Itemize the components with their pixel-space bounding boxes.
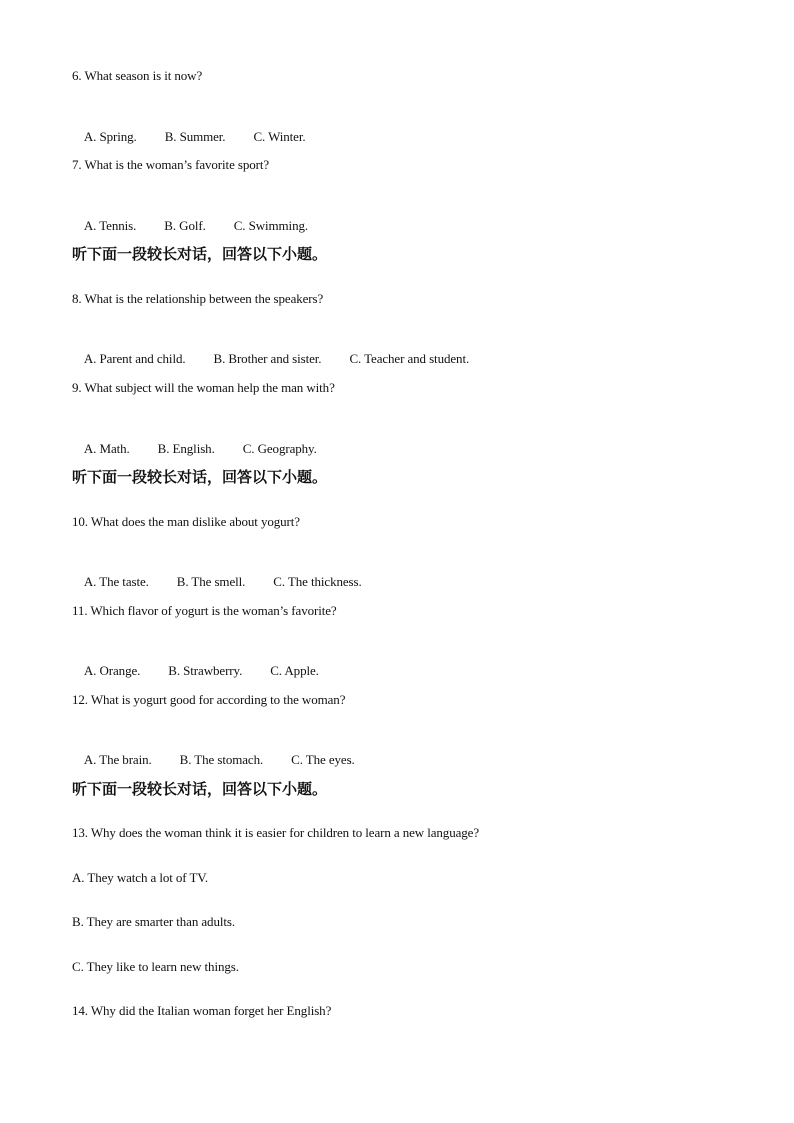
question-9-options [72, 425, 317, 473]
section-heading: 听下面一段较长对话，回答以下小题。 [72, 245, 328, 263]
option-c: C. Apple. [270, 663, 319, 678]
option-a: A. The taste. [83, 574, 149, 589]
option-b: B. Golf. [164, 218, 206, 233]
option-c: C. Teacher and student. [349, 351, 470, 366]
question-13: 13. Why does the woman think it is easier for children to learn a new language? [72, 825, 480, 840]
question-12: 12. What is yogurt good for according to the woman? [72, 692, 346, 707]
option-a: A. Spring. [83, 129, 137, 144]
option-b: B. English. [157, 441, 215, 456]
option-a: A. Math. [83, 441, 130, 456]
option-c: C. The eyes. [291, 752, 355, 767]
question-12-options [72, 736, 355, 784]
option-c: C. Swimming. [233, 218, 309, 233]
question-8-options [72, 335, 469, 383]
option-a: A. Tennis. [83, 218, 137, 233]
question-7-options [72, 202, 308, 250]
option-a: A. Orange. [83, 663, 141, 678]
question-10: 10. What does the man dislike about yogurt? [72, 514, 300, 529]
question-13-option-c: C. They like to learn new things. [72, 959, 239, 974]
option-c: C. The thickness. [273, 574, 362, 589]
question-6-options [72, 113, 306, 161]
question-11: 11. Which flavor of yogurt is the woman’s favorite? [72, 603, 337, 618]
question-11-options [72, 647, 319, 695]
question-14: 14. Why did the Italian woman forget her English? [72, 1003, 332, 1018]
question-10-options [72, 558, 362, 606]
question-7: 7. What is the woman’s favorite sport? [72, 157, 270, 172]
option-b: B. Summer. [164, 129, 226, 144]
question-13-option-b: B. They are smarter than adults. [72, 914, 235, 929]
option-b: B. Brother and sister. [213, 351, 322, 366]
option-b: B. The smell. [176, 574, 246, 589]
question-13-option-a: A. They watch a lot of TV. [72, 870, 209, 885]
option-c: C. Winter. [253, 129, 306, 144]
question-8: 8. What is the relationship between the speakers? [72, 291, 324, 306]
question-9: 9. What subject will the woman help the man with? [72, 380, 335, 395]
option-a: A. Parent and child. [83, 351, 186, 366]
option-c: C. Geography. [242, 441, 317, 456]
option-a: A. The brain. [83, 752, 152, 767]
option-b: B. Strawberry. [168, 663, 243, 678]
option-b: B. The stomach. [179, 752, 264, 767]
question-6: 6. What season is it now? [72, 68, 203, 83]
section-heading: 听下面一段较长对话，回答以下小题。 [72, 468, 328, 486]
section-heading: 听下面一段较长对话，回答以下小题。 [72, 780, 328, 798]
